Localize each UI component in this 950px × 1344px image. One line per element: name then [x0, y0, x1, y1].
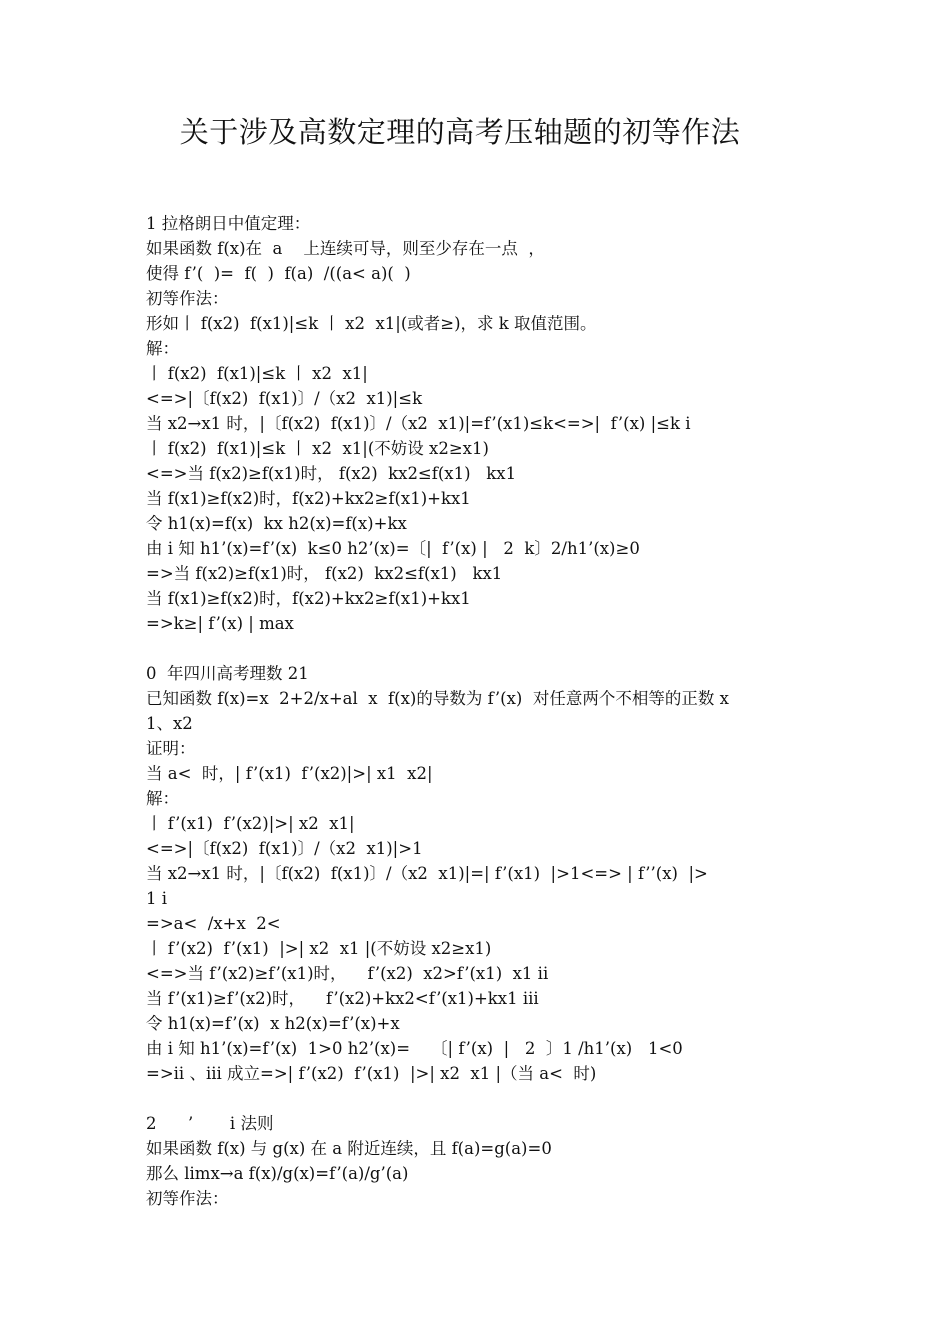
section-lhopital: [146, 1111, 816, 1211]
text-line: 0 年四川高考理数 21: [146, 664, 309, 683]
text-line: 当 a< 时，| f’(x1) f’(x2)|>| x1 x2|: [146, 764, 433, 783]
section-gap: [146, 1086, 816, 1111]
text-line: 丨 f’(x2) f’(x1) |>| x2 x1 |(不妨设 x2≥x1): [146, 939, 492, 958]
text-line: 证明：: [146, 739, 196, 758]
text-line: 当 f(x1)≥f(x2)时，f(x2)+kx2≥f(x1)+kx1: [146, 489, 471, 508]
document-body: [146, 211, 816, 1211]
section-lagrange: [146, 211, 816, 636]
text-line: 如果函数 f(x) 与 g(x) 在 a 附近连续，且 f(a)=g(a)=0: [146, 1139, 552, 1158]
text-line: 如果函数 f(x)在 a 上连续可导，则至少存在一点 ，: [146, 239, 545, 258]
text-line: 那么 limx→a f(x)/g(x)=f’(a)/g’(a): [146, 1164, 409, 1183]
text-line: 初等作法：: [146, 289, 229, 308]
text-line: 丨 f’(x1) f’(x2)|>| x2 x1|: [146, 814, 355, 833]
text-line: 当 f’(x1)≥f’(x2)时， f’(x2)+kx2<f’(x1)+kx1 iii: [146, 989, 539, 1008]
text-line: 1 i: [146, 889, 168, 908]
text-line: 令 h1(x)=f’(x) x h2(x)=f’(x)+x: [146, 1014, 400, 1033]
text-line: =>k≥| f’(x) | max: [146, 614, 294, 633]
text-line: =>a< /x+x 2<: [146, 914, 281, 933]
text-line: 解：: [146, 339, 179, 358]
text-line: 解：: [146, 789, 179, 808]
text-line: =>ii 、iii 成立=>| f’(x2) f’(x1) |>| x2 x1 |（当 a< 时): [146, 1064, 597, 1083]
text-line: 已知函数 f(x)=x 2+2/x+al x f(x)的导数为 f’(x) 对任意两个不相等的正数 x: [146, 689, 729, 708]
text-line: 2 ’ i 法则: [146, 1114, 274, 1133]
text-line: 形如丨 f(x2) f(x1)|≤k 丨 x2 x1|(或者≥)，求 k 取值范围。: [146, 314, 597, 333]
text-line: 令 h1(x)=f(x) kx h2(x)=f(x)+kx: [146, 514, 407, 533]
text-line: <=>|〔f(x2) f(x1)〕/（x2 x1)|≤k: [146, 389, 423, 408]
text-line: 丨 f(x2) f(x1)|≤k 丨 x2 x1|: [146, 364, 368, 383]
section-gap: [146, 636, 816, 661]
text-line: 由 i 知 h1’(x)=f’(x) k≤0 h2’(x)=〔| f’(x) | 2 k〕2/h1’(x)≥0: [146, 539, 640, 558]
text-line: <=>当 f(x2)≥f(x1)时， f(x2) kx2≤f(x1) kx1: [146, 464, 517, 483]
text-line: 1、x2: [146, 714, 193, 733]
text-line: <=>当 f’(x2)≥f’(x1)时， f’(x2) x2>f’(x1) x1 ii: [146, 964, 549, 983]
text-line: =>当 f(x2)≥f(x1)时， f(x2) kx2≤f(x1) kx1: [146, 564, 503, 583]
text-line: 1 拉格朗日中值定理：: [146, 214, 311, 233]
text-line: 使得 f’( )= f( ) f(a) /((a< a)( ): [146, 264, 411, 283]
text-line: 初等作法：: [146, 1189, 229, 1208]
text-line: 当 x2→x1 时，|〔f(x2) f(x1)〕/（x2 x1)|=f’(x1)≤k<=>| f’(x) |≤k i: [146, 414, 691, 433]
text-line: <=>|〔f(x2) f(x1)〕/（x2 x1)|>1: [146, 839, 423, 858]
document-title: 关于涉及高数定理的高考压轴题的初等作法: [179, 115, 741, 149]
text-line: 当 x2→x1 时，|〔f(x2) f(x1)〕/（x2 x1)|=| f’(x1) |>1<=> | f’’(x) |>: [146, 864, 708, 883]
text-line: 丨 f(x2) f(x1)|≤k 丨 x2 x1|(不妨设 x2≥x1): [146, 439, 489, 458]
text-line: 当 f(x1)≥f(x2)时，f(x2)+kx2≥f(x1)+kx1: [146, 589, 471, 608]
text-line: 由 i 知 h1’(x)=f’(x) 1>0 h2’(x)= 〔| f’(x) | 2 〕1 /h1’(x) 1<0: [146, 1039, 683, 1058]
section-sichuan-problem: [146, 661, 816, 1086]
